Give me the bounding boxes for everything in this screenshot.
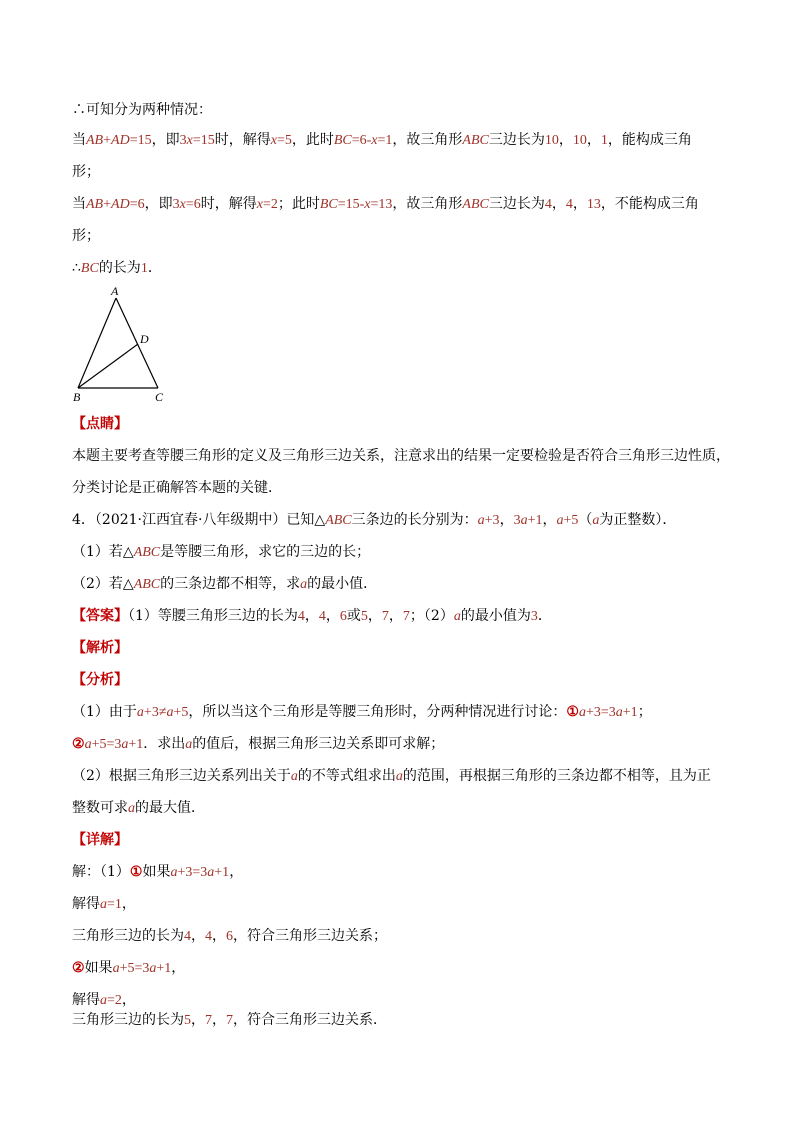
dianjing-line2: 分类讨论是正确解答本题的关键． bbox=[72, 480, 282, 496]
xiangjie-line-6: 三角形三边的长为5，7，7，符合三角形三边关系． bbox=[72, 1012, 387, 1028]
xiangjie-label: 【详解】 bbox=[72, 832, 128, 848]
text-line-conclusion: ∴BC的长为1． bbox=[72, 260, 162, 276]
text-line-case2-end bbox=[72, 226, 732, 246]
fenxi-line-3: （2）根据三角形三边关系列出关于a的不等式组求出a的范围，再根据三角形的三条边都不相等，且为正 bbox=[72, 768, 711, 784]
xiangjie-line-3: 三角形三边的长为4，4，6，符合三角形三边关系； bbox=[72, 928, 387, 944]
question-4-part2: （2）若△ABC的三条边都不相等，求a的最小值． bbox=[72, 576, 378, 592]
xiangjie-line-4: ②如果a+5=3a+1， bbox=[72, 960, 186, 976]
jiexi-heading bbox=[72, 638, 732, 658]
fenxi-line-1: （1）由于a+3≠a+5，所以当这个三角形是等腰三角形时，分两种情况进行讨论：①a+3=3a+1； bbox=[72, 704, 652, 720]
case1-end: 形； bbox=[72, 164, 100, 180]
question-4-stem: 4．（2021·江西宜春·八年级期中）已知△ABC三条边的长分别为：a+3，3a+1，a+5（a为正整数）． bbox=[72, 512, 677, 528]
answer-label: 【答案】 bbox=[72, 608, 128, 624]
dianjing-heading bbox=[72, 414, 732, 434]
jiexi-label: 【解析】 bbox=[72, 640, 128, 656]
label-b: B bbox=[73, 390, 81, 404]
xiangjie-line-5: 解得a=2， bbox=[72, 992, 136, 1008]
answer-line: 【答案】（1）等腰三角形三边的长为4，4，6或5，7，7；（2）a的最小值为3． bbox=[72, 608, 552, 624]
dianjing-text-2 bbox=[72, 478, 732, 498]
dianjing-text-1 bbox=[72, 446, 732, 466]
question-4-part1: （1）若△ABC是等腰三角形，求它的三边的长； bbox=[72, 544, 371, 560]
fenxi-label: 【分析】 bbox=[72, 672, 128, 688]
cases-intro: ∴可知分为两种情况： bbox=[72, 102, 212, 118]
triangle-figure bbox=[70, 284, 180, 404]
label-d: D bbox=[140, 332, 149, 346]
dianjing-line1: 本题主要考查等腰三角形的定义及三角形三边关系，注意求出的结果一定要检验是否符合三角形三边性质， bbox=[72, 448, 730, 464]
side-ac bbox=[116, 298, 158, 388]
text-line-case1: 当AB+AD=15，即3x=15时，解得x=5，此时BC=6-x=1，故三角形ABC三边长为10，10，1，能构成三角 bbox=[72, 132, 692, 148]
label-a: A bbox=[111, 284, 119, 298]
dianjing-label: 【点睛】 bbox=[72, 416, 128, 432]
text-line-case1-end bbox=[72, 162, 732, 182]
fenxi-heading bbox=[72, 670, 732, 690]
xiangjie-heading bbox=[72, 830, 732, 850]
xiangjie-line-2: 解得a=1， bbox=[72, 896, 136, 912]
xiangjie-line-1: 解：（1）①如果a+3=3a+1， bbox=[72, 864, 244, 880]
fenxi-line-2: ②a+5=3a+1．求出a的值后，根据三角形三边关系即可求解； bbox=[72, 736, 445, 752]
text-line-cases bbox=[72, 100, 732, 120]
case2-end: 形； bbox=[72, 228, 100, 244]
text-line-case2: 当AB+AD=6，即3x=6时，解得x=2；此时BC=15-x=13，故三角形ABC三边长为4，4，13，不能构成三角 bbox=[72, 196, 699, 212]
fenxi-line-4: 整数可求a的最大值． bbox=[72, 800, 205, 816]
label-c: C bbox=[155, 390, 164, 404]
